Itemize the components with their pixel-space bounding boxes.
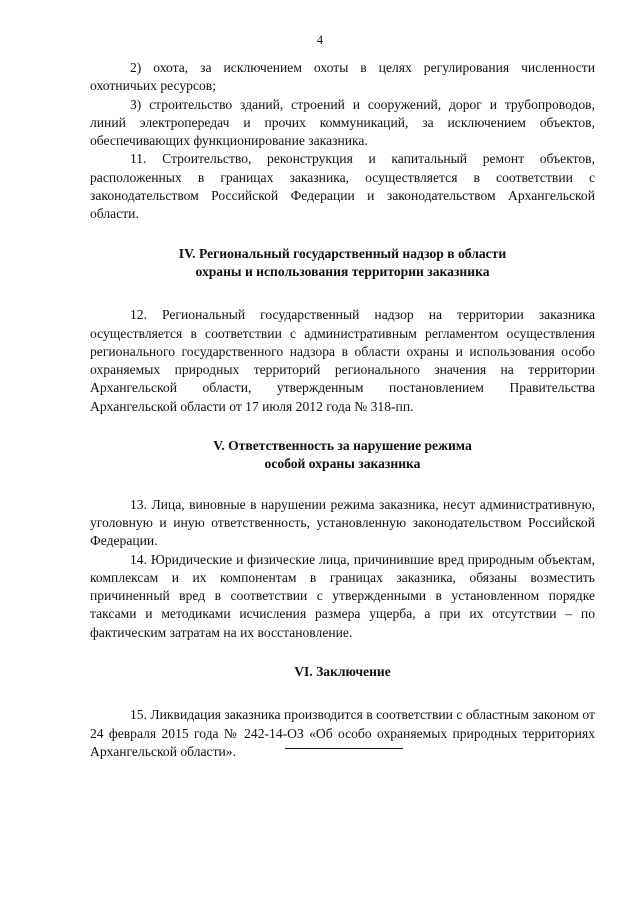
paragraph-12: 12. Региональный государственный надзор на территории заказника осуществляется в соответствии с административным регламентом осуществления регионального государственного надзора в области охраны и использования особо охраняемых природных территорий регионального значения на территории Архангельской области, утвержденным постановлением Правительства Архангельской области от 17 июля 2012 года № 318-пп. (90, 307, 595, 414)
section-4-heading (90, 245, 595, 282)
paragraph-15: 15. Ликвидация заказника производится в соответствии с областным законом от 24 февраля 2015 года № 242-14-ОЗ «Об особо охраняемых природных территориях Архангельской области». (90, 707, 595, 759)
section-5-heading (90, 437, 595, 474)
section-5-heading-line-2: особой охраны заказника (264, 456, 421, 472)
paragraph-item-3: 3) строительство зданий, строений и сооружений, дорог и трубопроводов, линий электропередач и прочих коммуникаций, за исключением объектов, обеспечивающих функционирование заказника. (90, 96, 595, 149)
page-number: 4 (316, 33, 324, 47)
paragraph-item-2: 2) охота, за исключением охоты в целях регулирования численности охотничьих ресурсов; (90, 60, 595, 94)
paragraph-14: 14. Юридические и физические лица, причинившие вред природным объектам, комплексам и их компонентам в границах заказника, обязаны возместить причиненный вред в соответствии с утвержденными в установленном порядке таксами и методиками исчисления размера ущерба, а при их отсутствии – по фактическим затратам на их восстановление. (90, 551, 595, 640)
section-5-heading-line-1: V. Ответственность за нарушение режима (213, 438, 472, 454)
paragraph-11: 11. Строительство, реконструкция и капитальный ремонт объектов, расположенных в границах заказника, осуществляется в соответствии с законодательством Российской Федерации и законодательством Архангельской области. (90, 151, 595, 222)
end-separator-line (285, 748, 403, 749)
paragraph-13: 13. Лица, виновные в нарушении режима заказника, несут административную, уголовную и иную ответственность, установленную законодательством Российской Федерации. (90, 496, 595, 549)
section-4-heading-line-2: охраны и использования территории заказника (195, 263, 490, 279)
section-6-heading (90, 663, 595, 681)
section-4-heading-line-1: IV. Региональный государственный надзор в области (178, 245, 507, 261)
section-6-heading-line-1: VI. Заключение (294, 664, 391, 680)
document-body (90, 59, 595, 761)
